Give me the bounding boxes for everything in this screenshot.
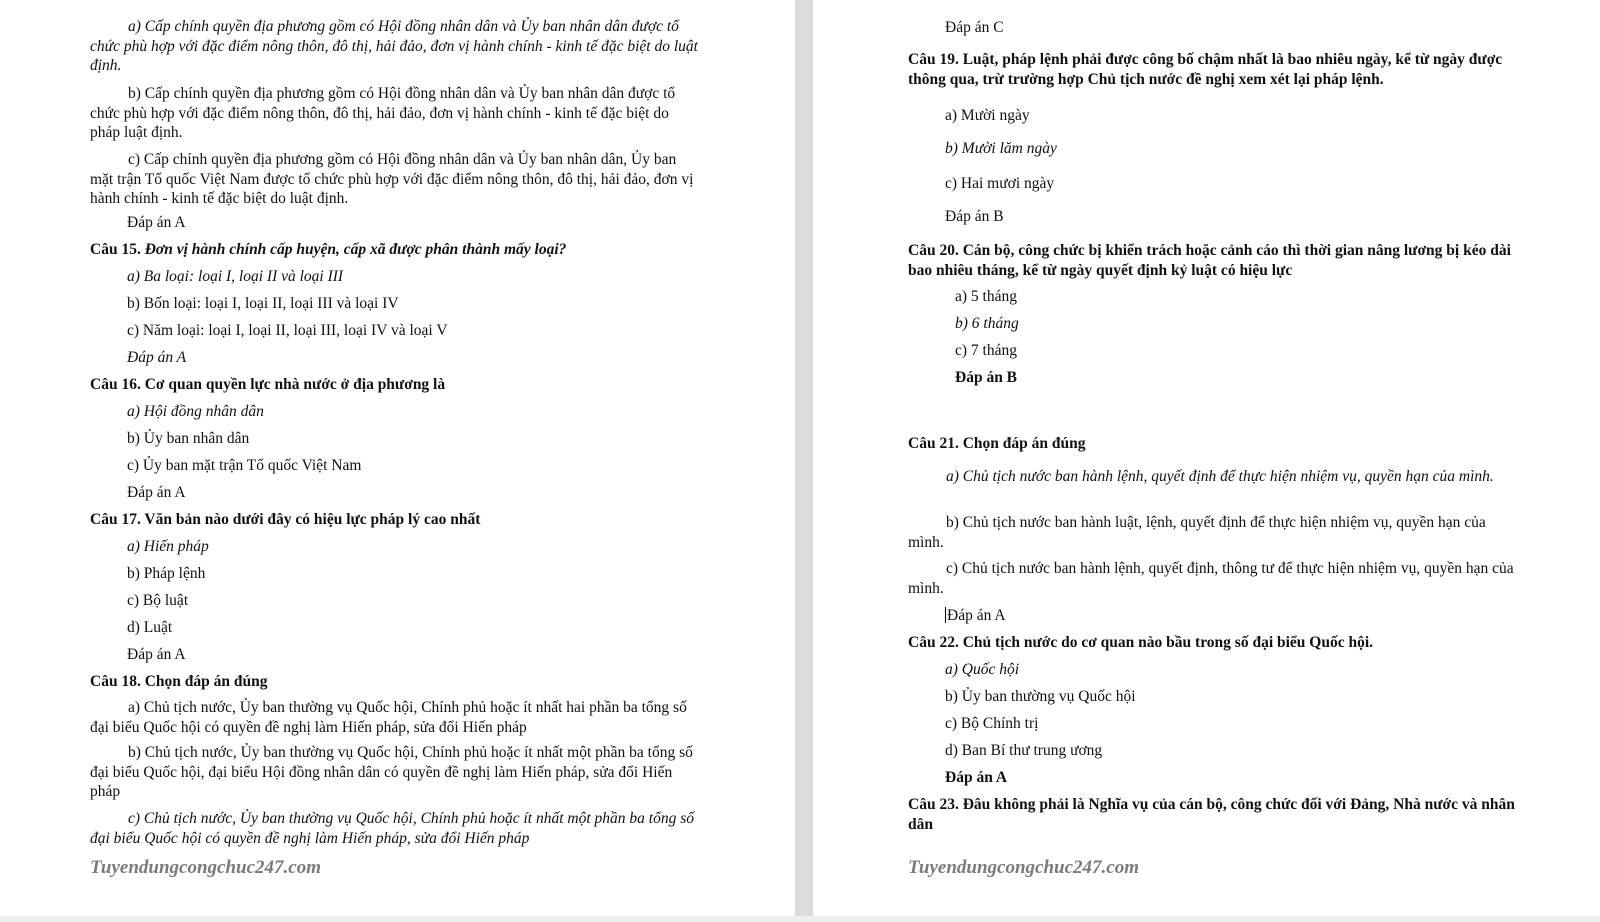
page-footer: Tuyendungcongchuc247.com <box>908 857 1139 878</box>
question-text: Đơn vị hành chính cấp huyện, cấp xã được phân thành mấy loại? <box>140 241 567 258</box>
option-text: c) Bộ luật <box>127 592 189 609</box>
option-text: a) 5 tháng <box>955 288 1017 305</box>
question-17: Câu 17. Văn bản nào dưới đây có hiệu lực pháp lý cao nhất <box>90 511 481 528</box>
option-text: a) Chủ tịch nước ban hành lệnh, quyết định để thực hiện nhiệm vụ, quyền hạn của mình. <box>946 468 1494 485</box>
right-page <box>813 0 1600 916</box>
question-label: Câu 15. <box>90 241 141 258</box>
option-text: b) 6 tháng <box>955 315 1019 332</box>
answer-text: Đáp án A <box>127 646 186 663</box>
option-text: c) 7 tháng <box>955 342 1017 359</box>
option-text: b) Chủ tịch nước ban hành luật, lệnh, quyết định để thực hiện nhiệm vụ, quyền hạn của mình. <box>908 514 1486 551</box>
option-text: a) Hiến pháp <box>127 538 209 555</box>
option-text: a) Ba loại: loại I, loại II và loại III <box>127 268 344 285</box>
option-text: b) Chủ tịch nước, Ủy ban thường vụ Quốc hội, Chính phủ hoặc ít nhất một phần ba tổng số đại biểu Quốc hội, đại biểu Hội đồng nhân dân có quyền đề nghị làm Hiến pháp, sửa đổi Hiến pháp <box>90 744 693 800</box>
question-18: Câu 18. Chọn đáp án đúng <box>90 673 268 690</box>
option-text: a) Mười ngày <box>945 107 1030 124</box>
answer-text: Đáp án A <box>127 214 186 231</box>
option-text: a) Hội đồng nhân dân <box>127 403 264 420</box>
option-text: c) Cấp chính quyền địa phương gồm có Hội đồng nhân dân và Ủy ban nhân dân, Ủy ban mặt trận Tổ quốc Việt Nam được tổ chức phù hợp với đặc điểm nông thôn, đô thị, hải đảo, đơn vị hành chính - kinh tế đặc biệt do luật định. <box>90 151 694 207</box>
question-21: Câu 21. Chọn đáp án đúng <box>908 435 1086 452</box>
question-23: Câu 23. Đâu không phải là Nghĩa vụ của cán bộ, công chức đối với Đảng, Nhà nước và nhân dân <box>908 796 1515 833</box>
answer-text: Đáp án B <box>955 369 1018 386</box>
option-text: b) Ủy ban thường vụ Quốc hội <box>945 688 1136 705</box>
answer-text <box>945 606 1006 626</box>
question-20: Câu 20. Cán bộ, công chức bị khiển trách hoặc cảnh cáo thì thời gian nâng lương bị kéo dài bao nhiêu tháng, kể từ ngày quyết định kỷ luật có hiệu lực <box>908 242 1511 279</box>
page-footer: Tuyendungcongchuc247.com <box>90 857 321 878</box>
answer-label: Đáp án A <box>947 607 1006 624</box>
answer-text: Đáp án C <box>945 19 1004 36</box>
bottom-strip <box>0 916 1600 922</box>
option-text: a) Quốc hội <box>945 661 1020 678</box>
option-text: a) Chủ tịch nước, Ủy ban thường vụ Quốc hội, Chính phủ hoặc ít nhất hai phần ba tổng số đại biểu Quốc hội có quyền đề nghị làm Hiến pháp, sửa đổi Hiến pháp <box>90 699 687 736</box>
left-page <box>0 0 795 916</box>
option-text: b) Bốn loại: loại I, loại II, loại III và loại IV <box>127 295 399 312</box>
option-text: c) Chủ tịch nước, Ủy ban thường vụ Quốc hội, Chính phủ hoặc ít nhất một phần ba tổng số đại biểu Quốc hội có quyền đề nghị làm Hiến pháp, sửa đổi Hiến pháp <box>90 810 694 847</box>
option-text: b) Pháp lệnh <box>127 565 206 582</box>
option-text: b) Ủy ban nhân dân <box>127 430 250 447</box>
answer-text: Đáp án A <box>127 349 187 366</box>
text-cursor <box>945 607 946 623</box>
option-text: d) Ban Bí thư trung ương <box>945 742 1103 759</box>
option-text: c) Năm loại: loại I, loại II, loại III, loại IV và loại V <box>127 322 448 339</box>
option-text: b) Cấp chính quyền địa phương gồm có Hội đồng nhân dân và Ủy ban nhân dân được tổ chức phù hợp với đặc điểm nông thôn, đô thị, hải đảo, đơn vị hành chính - kinh tế đặc biệt do pháp luật định. <box>90 85 676 141</box>
answer-text: Đáp án B <box>945 208 1004 225</box>
option-text: a) Cấp chính quyền địa phương gồm có Hội đồng nhân dân và Ủy ban nhân dân được tổ chức phù hợp với đặc điểm nông thôn, đô thị, hải đảo, đơn vị hành chính - kinh tế đặc biệt do luật định. <box>90 18 698 74</box>
option-text: c) Bộ Chính trị <box>945 715 1039 732</box>
answer-text: Đáp án A <box>127 484 186 501</box>
question-19: Câu 19. Luật, pháp lệnh phải được công bố chậm nhất là bao nhiêu ngày, kể từ ngày được thông qua, trừ trường hợp Chủ tịch nước đề nghị xem xét lại pháp lệnh. <box>908 51 1503 88</box>
option-text: c) Chủ tịch nước ban hành lệnh, quyết định, thông tư để thực hiện nhiệm vụ, quyền hạn của mình. <box>908 560 1514 597</box>
option-text: b) Mười lăm ngày <box>945 140 1057 157</box>
answer-text: Đáp án A <box>945 769 1008 786</box>
question-16: Câu 16. Cơ quan quyền lực nhà nước ở địa phương là <box>90 376 446 393</box>
page-gutter <box>795 0 813 922</box>
option-text: d) Luật <box>127 619 173 636</box>
option-text: c) Ủy ban mặt trận Tổ quốc Việt Nam <box>127 457 362 474</box>
question-22: Câu 22. Chủ tịch nước do cơ quan nào bầu trong số đại biểu Quốc hội. <box>908 634 1374 651</box>
question-15 <box>90 240 566 260</box>
option-text: c) Hai mươi ngày <box>945 175 1055 192</box>
